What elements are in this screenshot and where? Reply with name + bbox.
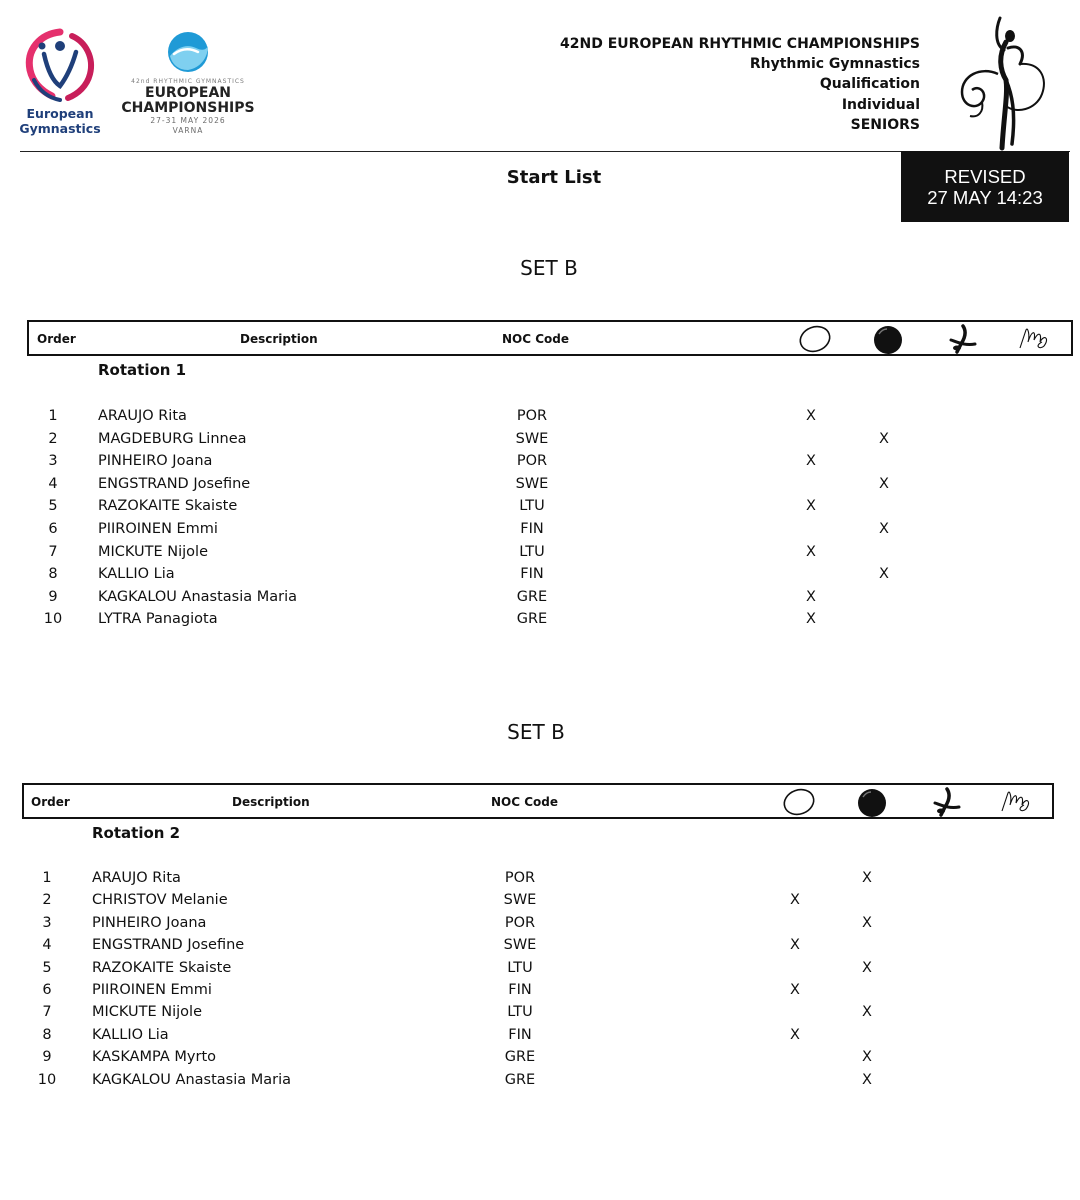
ball-mark-cell: X	[879, 521, 889, 537]
athlete-name-cell: KAGKALOU Anastasia Maria	[98, 588, 297, 605]
european-gymnastics-emblem-icon	[20, 26, 100, 106]
athlete-name-cell: MICKUTE Nijole	[92, 1004, 202, 1021]
table-row	[0, 450, 1080, 472]
table-row	[0, 518, 1080, 540]
noc-code-cell: GRE	[504, 1049, 536, 1066]
athlete-name-cell: ENGSTRAND Josefine	[98, 475, 251, 492]
description-column-header: Description	[240, 332, 318, 346]
table-header	[27, 320, 1073, 356]
table-row	[0, 889, 1080, 911]
order-cell: 3	[48, 453, 58, 470]
order-cell: 5	[42, 959, 52, 976]
table-row	[0, 1046, 1080, 1068]
order-cell: 3	[42, 914, 52, 931]
noc-code-cell: GRE	[516, 611, 548, 628]
table-row	[0, 1024, 1080, 1046]
order-cell: 6	[42, 982, 52, 998]
order-cell: 1	[42, 870, 52, 886]
european-gymnastics-logo	[18, 26, 102, 138]
hoop-mark-cell: X	[806, 543, 816, 560]
ball-mark-cell: X	[879, 430, 889, 447]
athlete-name-cell: CHRISTOV Melanie	[92, 892, 228, 909]
noc-column-header: NOC Code	[502, 332, 570, 346]
table-row	[0, 979, 1080, 1001]
order-cell: 4	[42, 937, 52, 954]
hoop-mark-cell: X	[790, 937, 800, 954]
noc-code-cell: LTU	[507, 1004, 533, 1021]
athlete-name-cell: MICKUTE Nijole	[98, 543, 208, 560]
noc-code-cell: SWE	[515, 475, 549, 492]
ribbon-icon	[998, 787, 1038, 817]
revised-label: REVISED	[944, 165, 1026, 187]
table-row	[0, 428, 1080, 450]
hoop-mark-cell: X	[806, 611, 816, 628]
athlete-name-cell: KALLIO Lia	[92, 1026, 169, 1043]
revised-timestamp: 27 MAY 14:23	[927, 186, 1043, 208]
noc-code-cell: SWE	[503, 892, 537, 909]
hoop-mark-cell: X	[806, 453, 816, 470]
competition-header	[560, 34, 920, 135]
athlete-name-cell: RAZOKAITE Skaiste	[92, 959, 232, 976]
hoop-mark-cell: X	[806, 408, 816, 424]
athlete-name-cell: ARAUJO Rita	[98, 408, 187, 424]
ball-mark-cell: X	[862, 1049, 872, 1066]
table-row	[0, 405, 1080, 427]
order-cell: 8	[42, 1026, 52, 1043]
table-row	[0, 563, 1080, 585]
category: SENIORS	[850, 116, 920, 133]
ball-mark-cell: X	[879, 566, 889, 583]
noc-code-cell: POR	[516, 453, 548, 470]
athlete-name-cell: KAGKALOU Anastasia Maria	[92, 1071, 291, 1088]
event-logo-small: 42nd RHYTHMIC GYMNASTICS	[131, 78, 245, 85]
ball-mark-cell: X	[862, 959, 872, 976]
noc-code-cell: LTU	[519, 498, 545, 515]
noc-code-cell: POR	[504, 870, 536, 886]
order-cell: 9	[48, 588, 58, 605]
order-cell: 2	[42, 892, 52, 909]
ball-mark-cell: X	[879, 475, 889, 492]
noc-code-cell: LTU	[519, 543, 545, 560]
ribbon-icon	[1016, 324, 1056, 354]
athlete-name-cell: MAGDEBURG Linnea	[98, 430, 247, 447]
table-row	[0, 608, 1080, 630]
noc-code-cell: LTU	[507, 959, 533, 976]
event-logo-title-2: CHAMPIONSHIPS	[121, 100, 255, 116]
athlete-name-cell: PIIROINEN Emmi	[98, 521, 218, 537]
clubs-icon	[927, 787, 963, 819]
table-row	[0, 934, 1080, 956]
event-logo-title-1: EUROPEAN	[145, 85, 231, 101]
table-row	[0, 1069, 1080, 1091]
noc-column-header: NOC Code	[491, 795, 559, 809]
athlete-name-cell: PIIROINEN Emmi	[92, 982, 212, 998]
noc-code-cell: POR	[504, 914, 536, 931]
noc-code-cell: SWE	[503, 937, 537, 954]
ball-mark-cell: X	[862, 1004, 872, 1021]
event-logo-city: VARNA	[172, 126, 204, 135]
athlete-name-cell: KALLIO Lia	[98, 566, 175, 583]
athlete-name-cell: RAZOKAITE Skaiste	[98, 498, 238, 515]
phase: Qualification	[819, 76, 920, 93]
table-row	[0, 541, 1080, 563]
noc-code-cell: FIN	[520, 521, 544, 537]
noc-code-cell: FIN	[508, 982, 532, 998]
hoop-mark-cell: X	[806, 588, 816, 605]
table-row	[0, 1001, 1080, 1023]
table-row	[0, 912, 1080, 934]
description-column-header: Description	[232, 795, 310, 809]
table-row	[0, 495, 1080, 517]
ball-icon	[854, 787, 890, 817]
discipline: Rhythmic Gymnastics	[749, 56, 920, 73]
hoop-mark-cell: X	[790, 1026, 800, 1043]
rotation-label: Rotation 1	[98, 361, 187, 379]
order-cell: 7	[48, 543, 58, 560]
order-cell: 4	[48, 475, 58, 492]
hoop-mark-cell: X	[790, 982, 800, 998]
athlete-name-cell: PINHEIRO Joana	[98, 453, 213, 470]
table-header	[22, 783, 1054, 819]
table-row	[0, 473, 1080, 495]
noc-code-cell: GRE	[504, 1071, 536, 1088]
event-logo	[120, 30, 256, 140]
hoop-mark-cell: X	[790, 892, 800, 909]
ball-mark-cell: X	[862, 1071, 872, 1088]
order-cell: 5	[48, 498, 58, 515]
athlete-name-cell: ENGSTRAND Josefine	[92, 937, 245, 954]
hoop-mark-cell: X	[806, 498, 816, 515]
set-title: SET B	[507, 720, 565, 744]
org-logo-text-1: European	[26, 106, 94, 121]
gymnast-figure-icon	[950, 14, 1054, 152]
event-logo-dates: 27-31 MAY 2026	[150, 116, 226, 125]
order-cell: 6	[48, 521, 58, 537]
order-cell: 8	[48, 566, 58, 583]
order-cell: 2	[48, 430, 58, 447]
rotation-label: Rotation 2	[92, 824, 181, 842]
ball-mark-cell: X	[862, 914, 872, 931]
noc-code-cell: FIN	[508, 1026, 532, 1043]
event-type: Individual	[841, 96, 920, 113]
order-column-header: Order	[37, 332, 76, 346]
wave-emblem-icon	[162, 30, 214, 74]
order-cell: 9	[42, 1049, 52, 1066]
athlete-name-cell: ARAUJO Rita	[92, 870, 181, 886]
table-row	[0, 867, 1080, 889]
order-cell: 10	[37, 1071, 57, 1088]
hoop-icon	[781, 787, 817, 817]
table-row	[0, 586, 1080, 608]
competition-name: 42ND EUROPEAN RHYTHMIC CHAMPIONSHIPS	[560, 36, 920, 52]
document-title: Start List	[506, 167, 602, 188]
order-cell: 10	[43, 611, 63, 628]
noc-code-cell: GRE	[516, 588, 548, 605]
order-cell: 1	[48, 408, 58, 424]
hoop-icon	[797, 324, 833, 354]
noc-code-cell: SWE	[515, 430, 549, 447]
noc-code-cell: FIN	[520, 566, 544, 583]
order-column-header: Order	[31, 795, 70, 809]
order-cell: 7	[42, 1004, 52, 1021]
athlete-name-cell: PINHEIRO Joana	[92, 914, 207, 931]
revised-badge	[901, 151, 1069, 222]
clubs-icon	[943, 324, 979, 356]
ball-mark-cell: X	[862, 870, 872, 886]
noc-code-cell: POR	[516, 408, 548, 424]
ball-icon	[870, 324, 906, 354]
athlete-name-cell: LYTRA Panagiota	[98, 611, 218, 628]
athlete-name-cell: KASKAMPA Myrto	[92, 1049, 217, 1066]
org-logo-text-2: Gymnastics	[19, 121, 101, 136]
table-row	[0, 957, 1080, 979]
set-title: SET B	[520, 256, 578, 280]
